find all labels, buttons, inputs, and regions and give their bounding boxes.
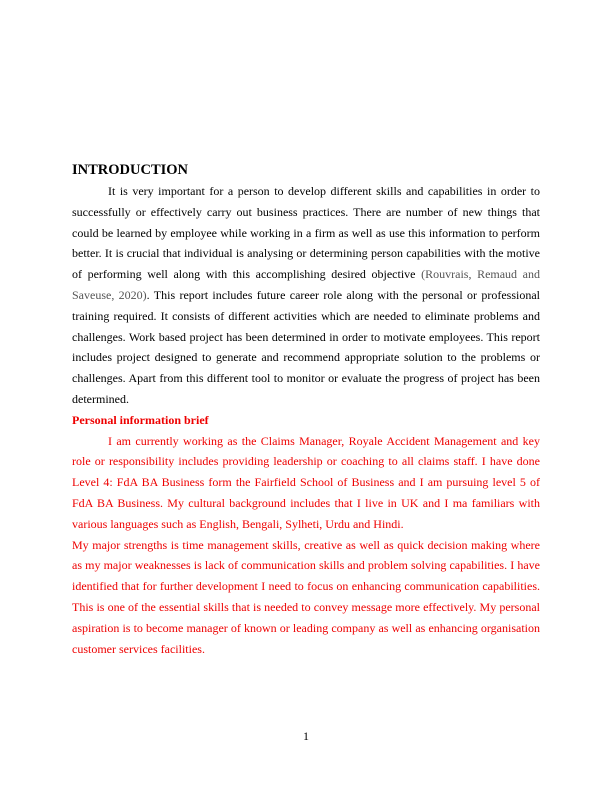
page-number: 1 <box>303 729 309 743</box>
introduction-text-part-2: . This report includes future career role along with the personal or professional training required. It consists of different activities which are needed to eliminate problems and challenges. Work based project has been determined in order to motivate employees. This report includes project designed to generate and recommend appropriate solution to the problems or challenges. Apart from this different tool to monitor or evaluate the progress of project has been determined. <box>72 287 540 406</box>
introduction-text-part-1: It is very important for a person to develop different skills and capabilities in order to successfully or effectively carry out business practices. There are number of new things that could be learned by employee while working in a firm as well as use this information to perform better. It is crucial that individual is analysing or determining person capabilities with the motive of performing well along with this accomplishing desired objective <box>72 184 540 282</box>
personal-information-heading: Personal information brief <box>72 412 209 427</box>
personal-information-paragraph-2: My major strengths is time management skills, creative as well as quick decision making where as my major weaknesses is lack of communication skills and problem solving capabilities. I have identified that for further development I need to focus on enhancing communication capabilities. This is one of the essential skills that is needed to convey message more effectively. My personal aspiration is to become manager of known or leading company as well as enhancing organisation customer services facilities. <box>72 537 540 656</box>
page-content <box>72 160 540 659</box>
citation: (Rouvrais, Remaud and Saveuse, 2020) <box>72 267 540 302</box>
introduction-paragraph <box>72 181 540 410</box>
introduction-heading: INTRODUCTION <box>72 162 189 178</box>
personal-information-paragraph-1: I am currently working as the Claims Manager, Royale Accident Management and key role or responsibility includes providing leadership or coaching to all claims staff. I have done Level 4: FdA BA Business form the Fairfield School of Business and I am pursuing level 5 of FdA BA Business. My cultural background includes that I live in UK and I ma familiars with various languages such as English, Bengali, Sylheti, Urdu and Hindi. <box>72 433 540 531</box>
